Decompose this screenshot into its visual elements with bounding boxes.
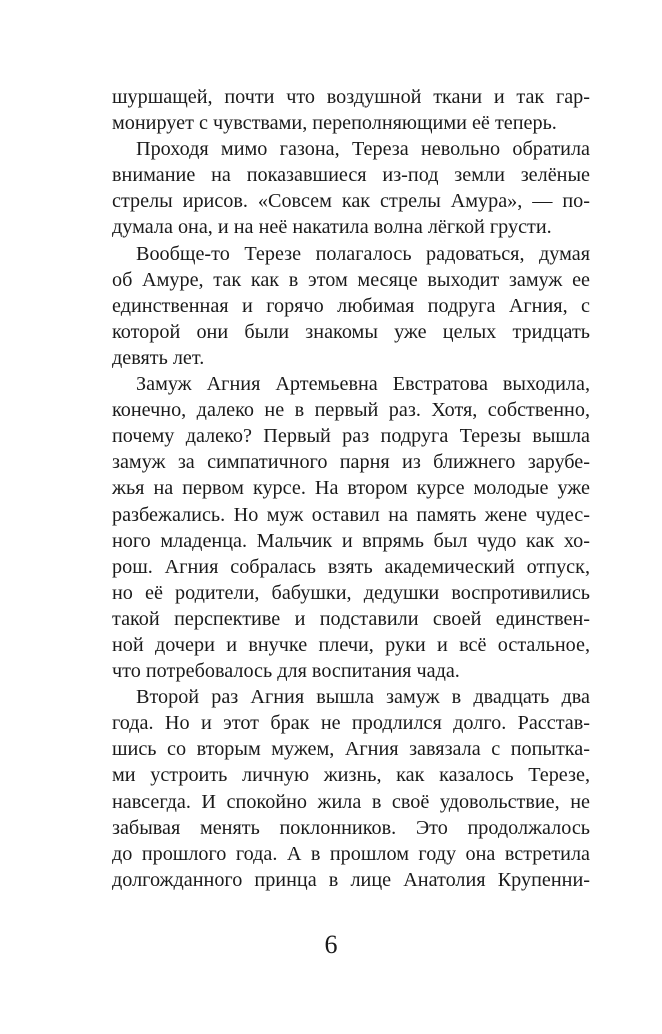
text-line: такой перспективе и подставили своей единствен-	[112, 607, 590, 630]
text-line: стрелы ирисов. «Совсем как стрелы Амура», — по-	[112, 190, 590, 213]
text-line: Второй раз Агния вышла замуж в двадцать два	[136, 686, 590, 709]
text-line: шись со вторым мужем, Агния завязала с попытка-	[112, 738, 590, 761]
text-line: которой они были знакомы уже целых тридцать	[112, 320, 590, 343]
text-line: Вообще-то Терезе полагалось радоваться, думая	[136, 242, 590, 265]
paragraph	[112, 136, 590, 240]
text-line: монирует с чувствами, переполняющими её теперь.	[112, 112, 557, 135]
paragraph	[112, 371, 590, 684]
text-line: но её родители, бабушки, дедушки воспротивились	[112, 581, 590, 604]
text-line: до прошлого года. А в прошлом году она встретила	[112, 842, 590, 865]
text-line: ной дочери и внучке плечи, руки и всё остальное,	[112, 633, 590, 656]
text-line: единственная и горячо любимая подруга Агния, с	[112, 294, 590, 317]
paragraph	[112, 84, 590, 136]
text-line: ми устроить личную жизнь, как казалось Терезе,	[112, 764, 590, 787]
text-line: шуршащей, почти что воздушной ткани и так гар-	[112, 86, 590, 108]
text-line: долгожданного принца в лице Анатолия Крупенни-	[112, 868, 590, 891]
text-line: об Амуре, так как в этом месяце выходит замуж ее	[112, 268, 590, 291]
text-line: навсегда. И спокойно жила в своё удовольствие, не	[112, 790, 590, 813]
text-line: внимание на показавшиеся из-под земли зелёные	[112, 164, 590, 187]
text-line: думала она, и на неё накатила волна лёгкой грусти.	[112, 216, 552, 239]
text-line: жья на первом курсе. На втором курсе молодые уже	[112, 477, 590, 500]
text-line: разбежались. Но муж оставил на память жене чудес-	[112, 503, 590, 526]
text-line: забывая менять поклонников. Это продолжалось	[112, 816, 590, 839]
text-line: замуж за симпатичного парня из ближнего зарубе-	[112, 451, 590, 474]
text-line: девять лет.	[112, 346, 205, 369]
text-line: Замуж Агния Артемьевна Евстратова выходила,	[136, 373, 590, 396]
page-number: 6	[324, 930, 338, 959]
text-line: почему далеко? Первый раз подруга Терезы вышла	[112, 425, 590, 448]
text-line: ного младенца. Мальчик и впрямь был чудо как хо-	[112, 529, 590, 552]
text-line: рош. Агния собралась взять академический отпуск,	[112, 555, 590, 578]
paragraph	[112, 684, 590, 893]
text-line: года. Но и этот брак не продлился долго. Расстав-	[112, 712, 590, 735]
text-line: конечно, далеко не в первый раз. Хотя, собственно,	[112, 399, 590, 422]
text-line: что потребовалось для воспитания чада.	[112, 660, 460, 683]
paragraph	[112, 241, 590, 371]
body-text	[112, 84, 590, 893]
text-line: Проходя мимо газона, Тереза невольно обратила	[136, 138, 590, 161]
